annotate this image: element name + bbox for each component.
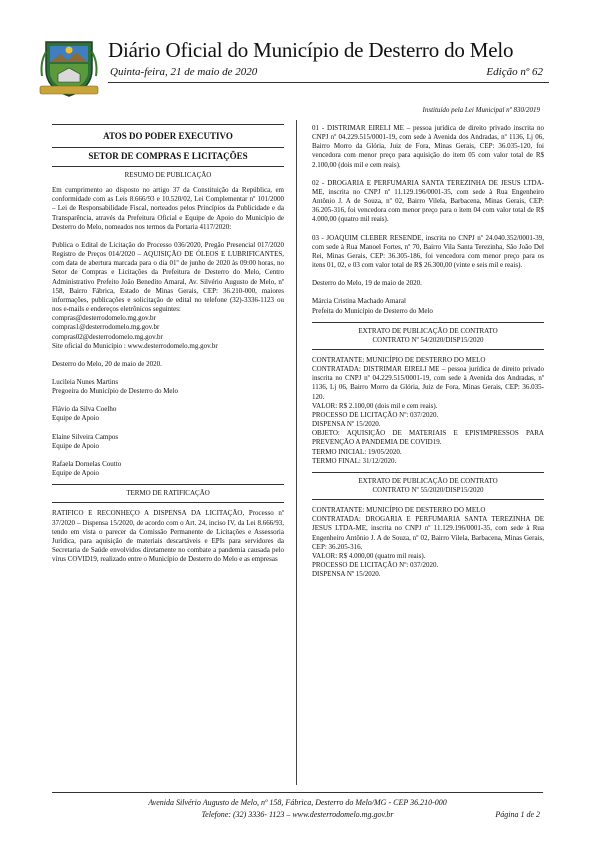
contract-value: VALOR: R$ 2.100,00 (dois mil e cem reais). <box>312 401 438 410</box>
signature-role: Equipe de Apoio <box>52 441 100 450</box>
edition-number: Edição nº 62 <box>486 66 543 78</box>
column-divider <box>296 120 297 785</box>
contract-value: VALOR: R$ 4.000,00 (quatro mil reais). <box>312 551 426 560</box>
contract-end: TERMO FINAL: 31/12/2020. <box>312 456 397 465</box>
right-column <box>312 124 544 579</box>
contract-process: PROCESSO DE LICITAÇÃO Nº: 037/2020. <box>312 410 439 419</box>
municipal-seal-icon <box>38 36 100 98</box>
signature-name: Rafaela Dornelas Coutto <box>52 459 122 468</box>
ratification-heading <box>52 484 284 503</box>
ratification-title: TERMO DE RATIFICAÇÃO <box>126 489 210 498</box>
place-date: Desterro do Melo, 19 de maio de 2020. <box>312 279 422 288</box>
page-number: Página 1 de 2 <box>495 810 540 819</box>
extract-title: EXTRATO DE PUBLICAÇÃO DE CONTRATO <box>358 476 498 485</box>
left-column <box>52 124 284 564</box>
signature-name: Lucileia Nunes Martins <box>52 377 119 386</box>
signature-role: Pregoeira do Município de Desterro do Melo <box>52 387 178 396</box>
resumo-title: RESUMO DE PUBLICAÇÃO <box>124 171 212 179</box>
resumo-paragraph-2: Publica o Edital de Licitação do Processo 036/2020, Pregão Presencial 017/2020 Registro de Preços 014/2020 – AQUISIÇÃO DE ÓLEOS E LUBRIFICANTES, com data de abertura marcada para o dia 01º de junho de 2020 às 09:00 horas, no Setor de Compras e Licitações da Prefeitura de Desterro do Melo, Centro Administrativo Prefeito João Benedito Amaral, Av. Silvério Augusto de Melo, nº 158, Bairro Fábrica, Estado de Minas Gerais, CEP: 36.210-000, maiores informações, publicações e solicitação de edital no telefone (32)-3336-1123 ou nos e-mails e endereços eletrônicos seguintes: <box>52 240 284 314</box>
extract-heading-1 <box>312 322 544 350</box>
extract-heading-2 <box>312 472 544 500</box>
signature-role: Equipe de Apoio <box>52 469 100 478</box>
heading-executive: ATOS DO PODER EXECUTIVO <box>103 131 233 141</box>
winner-item-1: 01 - DISTRIMAR EIRELI ME – pessoa jurídica de direito privado inscrita no CNPJ nº 04.229.515/0001-19, com sede à Avenida dos Andradas, nº 1136, Lj 06, Bairro Morro da Glória, Juiz de Fora, Minas Gerais, CEP: 36.035-120, foi vencedora com menor preço para aquisição do item 05 com valor total de R$ 2.100,00 (dois mil e cem reais). <box>312 124 544 169</box>
contract-start: TERMO INICIAL: 19/05/2020. <box>312 447 402 456</box>
footer-divider <box>52 792 543 793</box>
signature-name: Flávio da Silva Coelho <box>52 405 117 414</box>
winner-item-3: 03 - JOAQUIM CLEBER RESENDE, inscrita no CNPJ nº 24.040.352/0001-39, com sede à Rua Manoel Fortes, nº 70, Bairro Vila Santa Terezinha, São João Del Rei, Minas Gerais, CEP: 36.305-186, foi vencedora com menor preço para os itens 01, 02, e 03 com valor total de R$ 26.300,00 (vinte e seis mil e reais). <box>312 233 544 270</box>
contract-process: PROCESSO DE LICITAÇÃO Nº: 037/2020. <box>312 561 439 570</box>
mayor-role: Prefeita do Município de Desterro do Melo <box>312 306 433 315</box>
contract-contratante: CONTRATANTE: MUNICÍPIO DE DESTERRO DO MELO <box>312 506 486 515</box>
place-date: Desterro do Melo, 20 de maio de 2020. <box>52 359 162 368</box>
official-site[interactable]: Site oficial do Município : www.desterrodomelo.mg.gov.br <box>52 341 218 350</box>
section-subheading <box>52 148 284 167</box>
issue-date: Quinta-feira, 21 de maio de 2020 <box>110 66 258 78</box>
footer-address: Avenida Silvério Augusto de Melo, nº 158, Fábrica, Desterro do Melo/MG - CEP 36.210-000 <box>148 798 447 807</box>
resumo-paragraph-1: Em cumprimento ao disposto no artigo 37 da Constituição da República, em conformidade com as Leis 8.666/93 e 10.520/02, Lei Complementar nº 101/2000 – Lei de Responsabilidade Fiscal, norteados pelos Princípios da Publicidade e da Transparência, através da Prefeitura Oficial e Equipe de Apoio do Município de Desterro do Melo, nomeados nos termos da Portaria 4117/2020: <box>52 186 284 231</box>
winner-item-2: 02 - DROGARIA E PERFUMARIA SANTA TEREZINHA DE JESUS LTDA-ME, inscrita no CNPJ nº 11.129.196/0001-35, com sede à Rua Engenheiro Antônio J. A de Souza, nº 02, Bairro Vilela, Barbacena, Minas Gerais, CEP: 36.205-316, foi vencedora com menor preço para o item 04 com valor total de R$ 4.000,00 (quatro mil reais). <box>312 178 544 224</box>
footer-contact[interactable]: Telefone: (32) 3336- 1123 – www.desterrodomelo.mg.gov.br <box>201 810 394 819</box>
email-link[interactable]: compras02@desterrodomelo.mg.gov.br <box>52 332 163 341</box>
heading-purchases: SETOR DE COMPRAS E LICITAÇÕES <box>88 151 248 161</box>
contract-object: OBJETO: AQUISIÇÃO DE MATERIAIS E EPIS'IMPRESSOS PARA PREVENÇÃO A PANDEMIA DE COVID19. <box>312 429 544 447</box>
extract-title: EXTRATO DE PUBLICAÇÃO DE CONTRATO <box>358 326 498 335</box>
contract-contratante: CONTRATANTE: MUNICÍPIO DE DESTERRO DO MELO <box>312 355 486 364</box>
contract-dispensa: DISPENSA Nº 15/2020. <box>312 420 381 429</box>
email-link[interactable]: compras@desterrodomelo.mg.gov.br <box>52 314 156 323</box>
contract-number: CONTRATO Nº 55/2020/DISP15/2020 <box>372 486 484 494</box>
ratification-text: RATIFICO E RECONHEÇO A DISPENSA DA LICITAÇÃO, Processo nº 37/2020 – Dispensa 15/2020, de acordo com o Art. 24, inciso IV, da Lei 8.666/93, tendo em vista o parecer da Comissão Permanente de Licitações e Assessoria Jurídica, para aquisição de materiais descartáveis e EPIs para servidores da Secretaria de Saúde envolvidos diretamente no combate a pandemia causada pelo vírus COVID19, realizado entre o Município de Desterro do Melo e as empresas <box>52 509 284 564</box>
signature-role: Equipe de Apoio <box>52 414 100 423</box>
section-heading <box>52 124 284 148</box>
newspaper-title: Diário Oficial do Município de Desterro do Melo <box>108 38 514 62</box>
contract-number: CONTRATO Nº 54/2020/DISP15/2020 <box>372 335 484 344</box>
email-link[interactable]: compras1@desterrodomelo.mg.gov.br <box>52 323 160 332</box>
mayor-name: Márcia Cristina Machado Amaral <box>312 297 406 306</box>
contract-contratada: CONTRATADA: DISTRIMAR EIRELI ME – pessoa jurídica de direito privado inscrita no CNPJ nº 04.229.515/0001-19, com sede à Avenida dos Andradas, nº 1136, Lj 06, Bairro Morro da Glória, Juiz de Fora, Minas Gerais, CEP: 36.035-120. <box>312 365 544 401</box>
header-divider <box>108 82 549 83</box>
contract-dispensa: DISPENSA Nº 15/2020. <box>312 570 381 579</box>
instituted-note: Instituído pela Lei Municipal nº 830/2019 <box>422 106 540 114</box>
contract-contratada: CONTRATADA: DROGARIA E PERFUMARIA SANTA TEREZINHA DE JESUS LTDA-ME, inscrita no CNPJ nº 11.129.196/0001-35, com sede à Rua Engenheiro Antônio J. A de Souza, nº 02, Bairro Vilela, Barbacena, Minas Gerais, CEP: 36.205-316. <box>312 515 544 551</box>
signature-name: Elaine Silveira Campos <box>52 432 119 441</box>
